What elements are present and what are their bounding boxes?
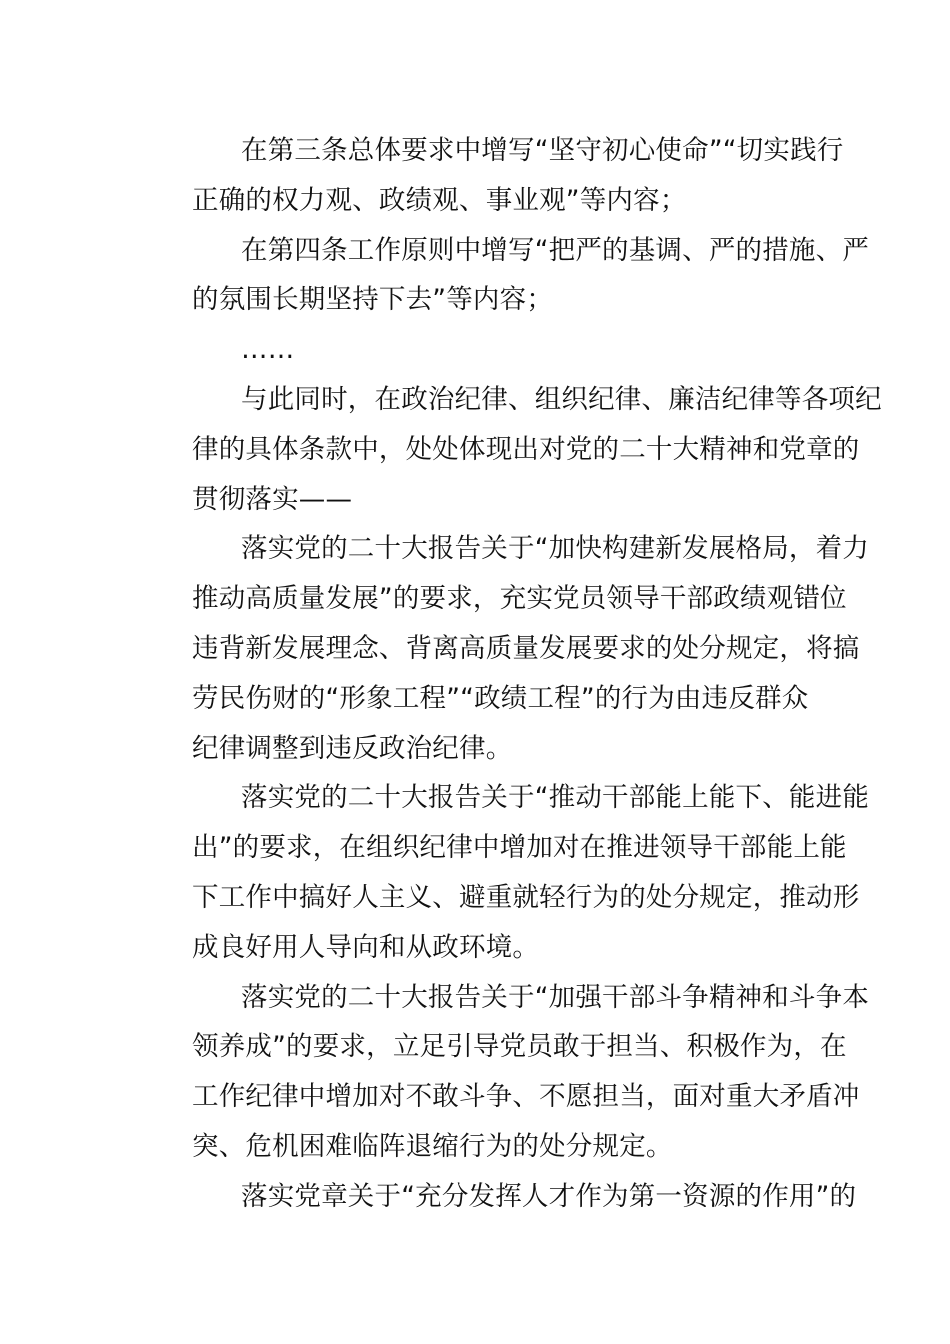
text-line: 律的具体条款中，处处体现出对党的二十大精神和党章的 bbox=[192, 433, 860, 465]
paragraph bbox=[143, 226, 870, 326]
text-line: 出”的要求，在组织纪律中增加对在推进领导干部能上能 bbox=[192, 832, 847, 864]
text-line: 领养成”的要求，立足引导党员敢于担当、积极作为，在 bbox=[192, 1031, 847, 1063]
paragraph bbox=[143, 375, 882, 524]
paragraph bbox=[143, 1172, 857, 1222]
text-line: 下工作中搞好人主义、避重就轻行为的处分规定，推动形 bbox=[192, 881, 860, 913]
text-line: 成良好用人导向和从政环境。 bbox=[192, 931, 540, 963]
text-line: 工作纪律中增加对不敢斗争、不愿担当，面对重大矛盾冲 bbox=[192, 1081, 860, 1113]
text-line: 推动高质量发展”的要求，充实党员领导干部政绩观错位 bbox=[192, 583, 847, 615]
text-line: 落实党的二十大报告关于“加强干部斗争精神和斗争本 bbox=[241, 981, 870, 1013]
paragraph bbox=[143, 524, 870, 773]
text-line: 劳民伤财的“形象工程”“政绩工程”的行为由违反群众 bbox=[192, 682, 809, 714]
text-line: 落实党的二十大报告关于“推动干部能上能下、能进能 bbox=[241, 782, 870, 814]
paragraph-ellipsis bbox=[143, 325, 811, 375]
paragraph bbox=[143, 773, 870, 972]
text-line: 突、危机困难临阵退缩行为的处分规定。 bbox=[192, 1130, 673, 1162]
paragraph bbox=[143, 973, 870, 1172]
text-line: 贯彻落实—— bbox=[192, 483, 353, 515]
text-line: 落实党的二十大报告关于“加快构建新发展格局，着力 bbox=[241, 533, 870, 565]
text-line: 的氛围长期坚持下去”等内容； bbox=[192, 284, 554, 316]
paragraph bbox=[143, 126, 844, 226]
text-line: 纪律调整到违反政治纪律。 bbox=[192, 732, 513, 764]
text-line: 落实党章关于“充分发挥人才作为第一资源的作用”的 bbox=[241, 1180, 857, 1212]
text-line: 在第三条总体要求中增写“坚守初心使命”“切实践行 bbox=[241, 135, 844, 166]
text-line: 与此同时，在政治纪律、组织纪律、廉洁纪律等各项纪 bbox=[241, 383, 882, 415]
document-body bbox=[143, 126, 882, 1222]
text-line: 正确的权力观、政绩观、事业观”等内容； bbox=[192, 184, 687, 216]
text-line: 在第四条工作原则中增写“把严的基调、严的措施、严 bbox=[241, 234, 870, 266]
text-line: …… bbox=[241, 334, 295, 366]
text-line: 违背新发展理念、背离高质量发展要求的处分规定，将搞 bbox=[192, 632, 860, 664]
